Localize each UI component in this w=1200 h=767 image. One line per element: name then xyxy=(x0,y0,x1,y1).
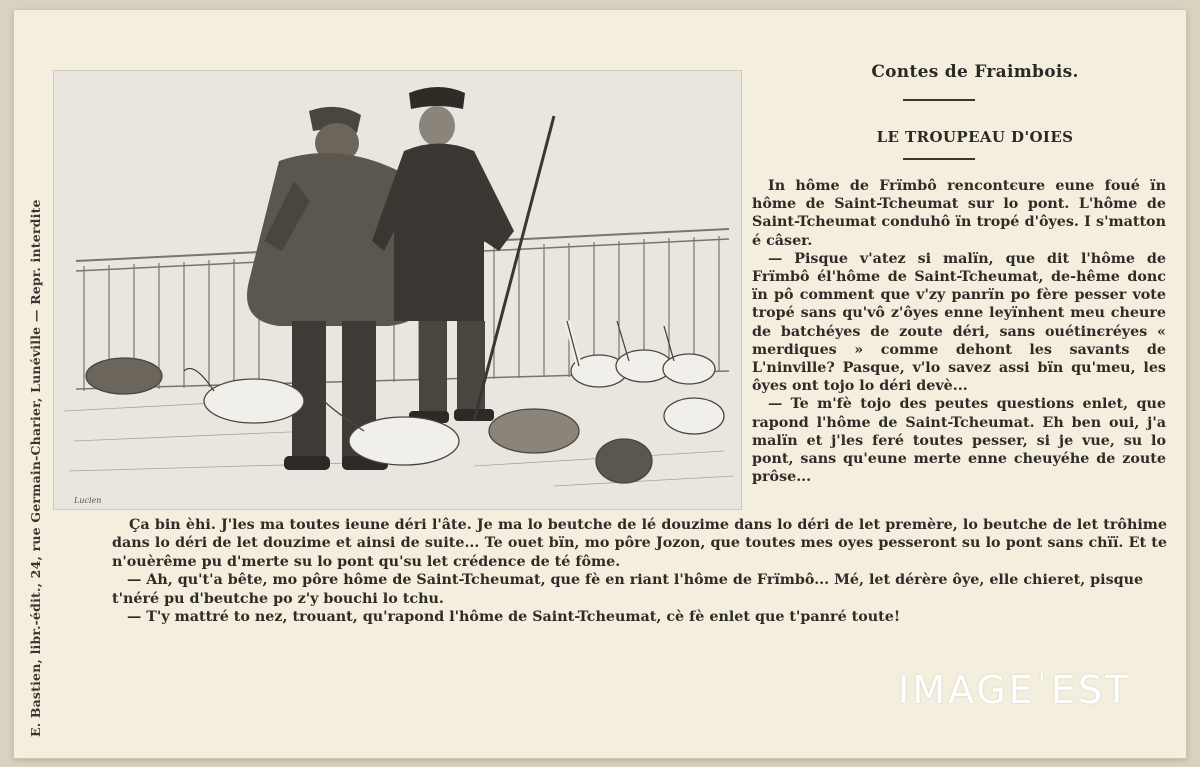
heading-block xyxy=(790,62,1160,146)
story-continuation xyxy=(112,516,1167,626)
story-paragraph: — Ah, qu't'a bête, mo pôre hôme de Saint-Tcheumat, que fè en riant l'hôme de Frïmbô... Mé, let dérère ôye, elle chieret, pisque t'néré pu d'beutche po z'y bouchi lo tchu. xyxy=(112,572,1144,607)
illustration-signature: Lucien xyxy=(74,496,102,505)
publisher-imprint: E. Bastien, libr.-édit., 24, rue Germain-Charier, Lunéville — Repr. interdite xyxy=(28,199,43,737)
story-paragraph: In hôme de Frïmbô rencontєure eune foué ïn hôme de Saint-Tcheumat sur lo pont. L'hôme de Saint-Tcheumat conduhô ïn tropé d'ôyes. I s'matton é câser. xyxy=(752,178,1166,249)
title-rule-bottom xyxy=(903,158,975,160)
illustration-drawing xyxy=(54,71,741,509)
image-est-watermark: IMAGE'EST xyxy=(898,668,1132,712)
watermark-part1: IMAGE xyxy=(898,668,1036,712)
title-rule-top xyxy=(903,99,975,101)
watermark-part2: EST xyxy=(1051,668,1132,712)
story-title: LE TROUPEAU D'OIES xyxy=(876,128,1074,146)
story-paragraph: — T'y mattré to nez, trouant, qu'rapond l'hôme de Saint-Tcheumat, cè fè enlet que t'panré toute! xyxy=(127,609,901,626)
geese-flock xyxy=(86,321,724,483)
story-paragraph: — Pisque v'atez si malïn, que dit l'hôme de Frïmbô él'hôme de Saint-Tcheumat, de-hême donc ïn pô comment que v'zy panrïn po fère pesser vote tropé sans qu'vô z'ôyes enne leyïnhent meu cheure de batchéyes de zoute déri, sans ouétinєréyes « merdiques » comme dehont les savants de L'ninville? Pasque, v'lo savez assi bïn qu'meu, les ôyes ont tojo lo déri devè... xyxy=(752,250,1166,395)
story-column xyxy=(752,177,1166,486)
peasant-figure-right xyxy=(372,87,554,423)
illustration xyxy=(53,70,742,510)
story-paragraph: Ça bin èhi. J'les ma toutes ieune déri l'âte. Je ma lo beutche de lé douzime dans lo déri de let premère, lo beutche de let trôhime dans lo déri de let douzime et ainsi de suite... Te ouet bïn, mo pôre Jozon, que toutes mes oyes pesseront su lo pont sans chïï. Et te n'ouèrême pu d'merte su lo pont qu'su let crédence de té fôme. xyxy=(112,517,1167,570)
story-paragraph: — Te m'fè tojo des peutes questions enlet, que rapond l'hôme de Saint-Tcheumat. Eh ben oui, j'a malïn et j'les feré toutes pesser, si je vue, su lo pont, sans qu'eune merte enne cheuyéhe de zoute prôse... xyxy=(752,396,1166,486)
series-title: Contes de Fraimbois. xyxy=(871,62,1079,82)
